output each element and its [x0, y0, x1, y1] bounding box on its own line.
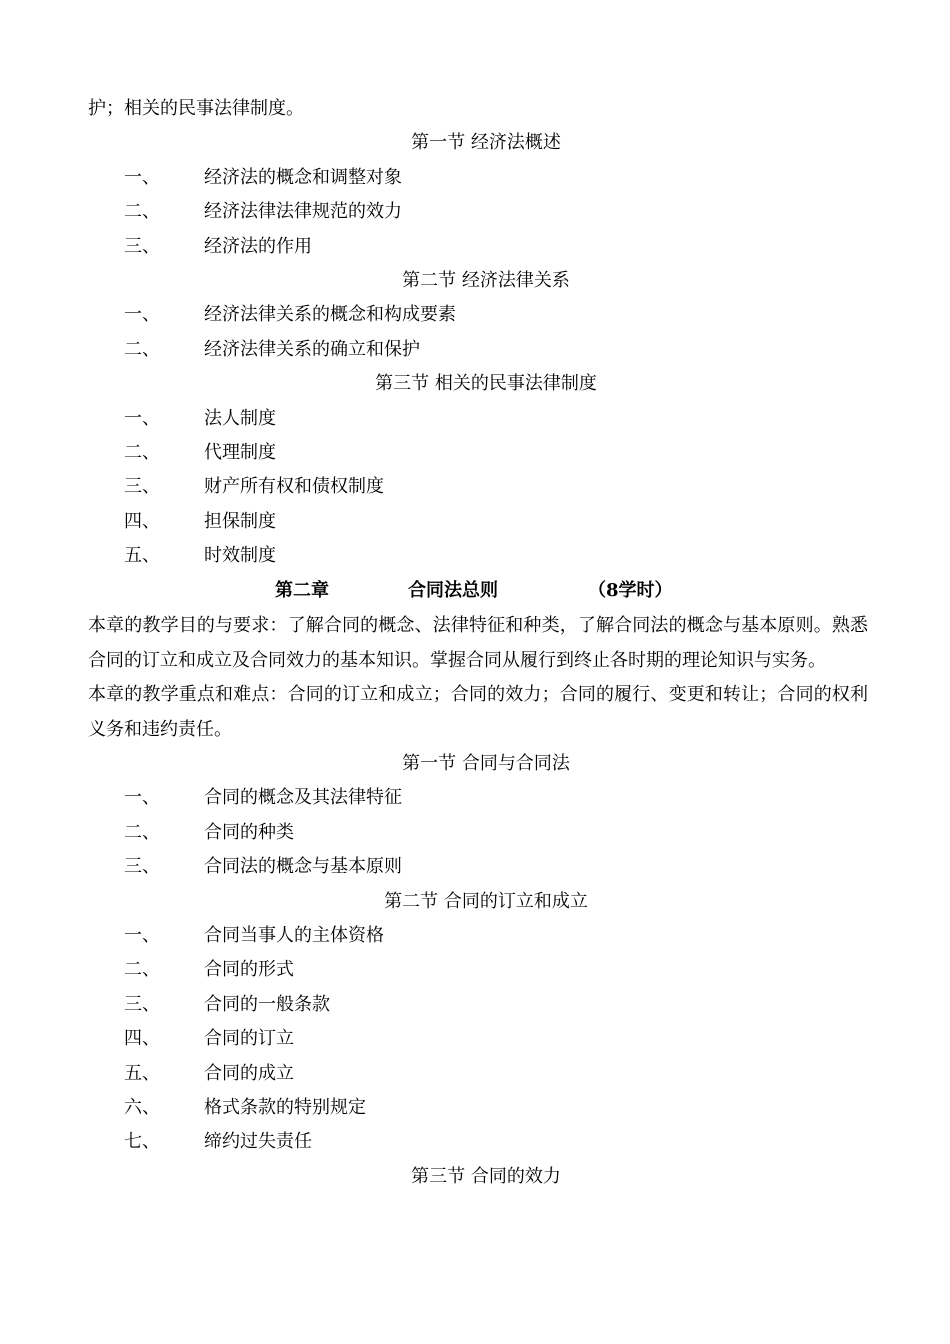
list-item: [88, 1022, 868, 1056]
list-item: [88, 298, 868, 332]
item-text: 时效制度: [204, 545, 276, 567]
chapter-keypoints: 本章的教学重点和难点：合同的订立和成立；合同的效力；合同的履行、变更和转让；合同的权利义务和违约责任。: [88, 684, 868, 740]
list-item: [88, 505, 868, 539]
item-number: 三、: [124, 993, 160, 1015]
list-item: [88, 436, 868, 470]
item-number: 六、: [124, 1097, 160, 1118]
item-text: 经济法律关系的概念和构成要素: [204, 304, 456, 326]
item-number: 三、: [124, 235, 160, 257]
item-number: 三、: [124, 856, 160, 878]
intro-tail-text: 护；相关的民事法律制度。: [88, 98, 304, 119]
section-title: 第一节 经济法概述: [411, 132, 561, 154]
item-number: 二、: [124, 821, 160, 843]
list-item: [88, 230, 868, 264]
item-number: 四、: [124, 1028, 160, 1050]
item-number: 一、: [124, 787, 160, 809]
item-text: 缔约过失责任: [204, 1131, 312, 1153]
list-item: [88, 470, 868, 504]
item-number: 三、: [124, 476, 160, 498]
list-item: [88, 850, 868, 884]
item-text: 经济法律关系的确立和保护: [204, 338, 420, 360]
list-item: [88, 539, 868, 573]
item-text: 合同的订立: [204, 1028, 294, 1050]
item-number: 四、: [124, 510, 160, 532]
item-number: 二、: [124, 441, 160, 463]
item-text: 合同当事人的主体资格: [204, 925, 384, 947]
item-number: 一、: [124, 304, 160, 326]
list-item: [88, 816, 868, 850]
item-text: 合同的形式: [204, 959, 294, 981]
list-item: [88, 781, 868, 815]
item-number: 二、: [124, 959, 160, 981]
item-text: 经济法的作用: [204, 235, 312, 257]
item-text: 格式条款的特别规定: [204, 1097, 366, 1118]
item-text: 合同的一般条款: [204, 993, 330, 1015]
chapter-number: 第二章: [275, 580, 329, 602]
item-text: 合同的成立: [204, 1062, 294, 1084]
list-item: [88, 1125, 868, 1159]
section-title: 第二节 经济法律关系: [402, 269, 570, 291]
list-item: [88, 1057, 868, 1091]
chapter-hours: （8学时）: [588, 580, 673, 602]
item-number: 五、: [124, 1062, 160, 1084]
item-number: 七、: [124, 1131, 160, 1153]
chapter-heading: [88, 573, 868, 609]
item-text: 经济法的概念和调整对象: [204, 166, 402, 188]
item-number: 一、: [124, 166, 160, 188]
item-number: 二、: [124, 201, 160, 223]
list-item: [88, 402, 868, 436]
list-item: [88, 195, 868, 229]
item-number: 一、: [124, 925, 160, 947]
list-item: [88, 988, 868, 1022]
item-text: 代理制度: [204, 441, 276, 463]
item-text: 法人制度: [204, 407, 276, 429]
item-number: 二、: [124, 338, 160, 360]
chapter-objectives: 本章的教学目的与要求：了解合同的概念、法律特征和种类，了解合同法的概念与基本原则。熟悉合同的订立和成立及合同效力的基本知识。掌握合同从履行到终止各时期的理论知识与实务。: [88, 615, 868, 671]
list-item: [88, 161, 868, 195]
list-item: [88, 953, 868, 987]
list-item: [88, 333, 868, 367]
chapter-name: 合同法总则: [408, 580, 498, 602]
item-number: 五、: [124, 545, 160, 567]
item-text: 经济法律法律规范的效力: [204, 201, 402, 223]
section-title: 第一节 合同与合同法: [402, 753, 570, 775]
item-text: 合同的种类: [204, 821, 294, 843]
section-title: 第二节 合同的订立和成立: [384, 890, 588, 912]
item-text: 合同法的概念与基本原则: [204, 856, 402, 878]
section-title: 第三节 相关的民事法律制度: [375, 373, 597, 395]
list-item: [88, 919, 868, 953]
section-title: 第三节 合同的效力: [411, 1165, 561, 1187]
list-item: [88, 1091, 868, 1125]
item-text: 合同的概念及其法律特征: [204, 787, 402, 809]
item-text: 财产所有权和债权制度: [204, 476, 384, 498]
item-text: 担保制度: [204, 510, 276, 532]
document-page: [88, 92, 868, 1194]
item-number: 一、: [124, 407, 160, 429]
